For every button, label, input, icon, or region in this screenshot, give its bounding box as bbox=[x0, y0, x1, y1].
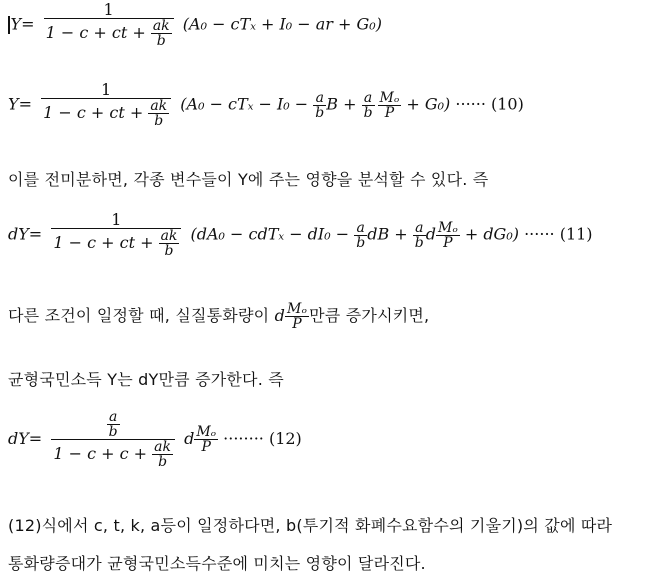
eq-numerator: 1 bbox=[44, 2, 174, 19]
eq-tag: ······ (10) bbox=[455, 94, 524, 114]
inline-fraction: $\frac{\text{Mₒ}}{P}$ bbox=[287, 301, 308, 332]
paragraph-3: 균형국민소득 Y는 dY만큼 증가한다. 즉 bbox=[8, 370, 284, 389]
text-cursor bbox=[8, 16, 10, 34]
eq-rhs: (A₀ − cTₓ + I₀ − ar + G₀) bbox=[182, 14, 382, 34]
equation-10: Y= 1 1 − c + ct + $\frac{ak}{b}$ (A₀ − cTₓ − I₀ − $\frac{a}{b}$ B + $\frac{a}{b}$ $\frac{\text{Mₒ}}{P}$ + G₀) ······ (10) bbox=[8, 80, 524, 129]
eq-lhs: dY= bbox=[8, 429, 43, 448]
equation-unnumbered bbox=[8, 2, 382, 48]
paragraph-2: 다른 조건이 일정할 때, 실질통화량이 d $\frac{\text{Mₒ}}{P}$ 만큼 증가시키면, bbox=[8, 301, 430, 332]
eq-tag: ········ (12) bbox=[223, 429, 302, 448]
paragraph-5: 통화량증대가 균형국민소득수준에 미치는 영향이 달라진다. bbox=[8, 554, 426, 573]
equation-11: dY= 1 1 − c + ct + $\frac{ak}{b}$ (dA₀ − cdTₓ − dI₀ − $\frac{a}{b}$ dB + $\frac{a}{b}$ d $\frac{\text{Mₒ}}{P}$ + dG₀) ······ (11) bbox=[8, 210, 593, 259]
eq-denominator: 1 − c + ct + $\frac{ak}{b}$ bbox=[45, 18, 170, 49]
equation-12: dY= $\frac{a}{b}$ 1 − c + c + $\frac{ak}{b}$ d $\frac{\text{Mₒ}}{P}$ ········ (12) bbox=[8, 409, 302, 470]
eq-main-fraction: $\frac{a}{b}$ 1 − c + c + $\frac{ak}{b}$ bbox=[51, 410, 175, 469]
eq-lhs: Y= bbox=[10, 14, 35, 34]
paragraph-4: (12)식에서 c, t, k, a등이 일정하다면, b(투기적 화폐수요함수의 기울기)의 값에 따라 bbox=[8, 516, 613, 535]
eq-tag: ······ (11) bbox=[524, 224, 593, 244]
paragraph-1: 이를 전미분하면, 각종 변수들이 Y에 주는 영향을 분석할 수 있다. 즉 bbox=[8, 170, 489, 189]
eq-main-fraction: 1 1 − c + ct + $\frac{ak}{b}$ bbox=[41, 82, 171, 128]
eq-lhs: dY= bbox=[8, 224, 43, 244]
eq-main-fraction: 1 1 − c + ct + $\frac{ak}{b}$ bbox=[51, 212, 181, 258]
eq-lhs: Y= bbox=[8, 94, 32, 114]
eq-main-fraction bbox=[44, 2, 174, 48]
